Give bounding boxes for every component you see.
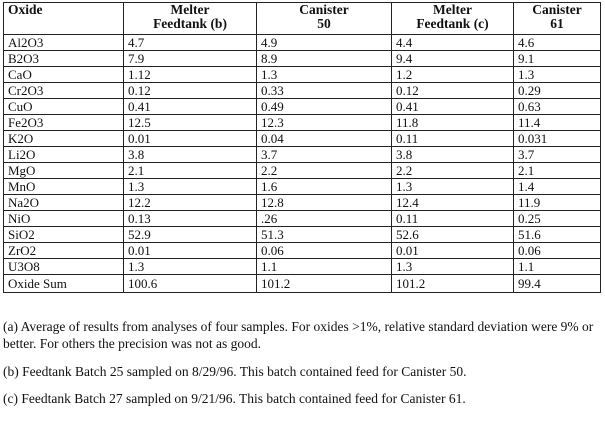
footnotes bbox=[3, 318, 601, 417]
table-row bbox=[4, 243, 601, 259]
value-cell: 3.8 bbox=[124, 147, 257, 163]
value-cell: 2.1 bbox=[514, 163, 601, 179]
oxide-name-cell: MgO bbox=[4, 163, 124, 179]
footnote-a: (a) Average of results from analyses of four samples. For oxides >1%, relative standard deviation were 9% or better. For others the precision was not as good. bbox=[3, 319, 594, 351]
value-cell: 0.11 bbox=[392, 211, 514, 227]
value-cell: 0.06 bbox=[257, 243, 392, 259]
value-cell: 0.01 bbox=[124, 131, 257, 147]
table-row bbox=[4, 195, 601, 211]
header-canister-50: Canister 50 bbox=[257, 3, 392, 35]
value-cell: 1.3 bbox=[514, 67, 601, 83]
value-cell: 0.63 bbox=[514, 99, 601, 115]
table-row bbox=[4, 51, 601, 67]
value-cell: 1.4 bbox=[514, 179, 601, 195]
value-cell: 0.25 bbox=[514, 211, 601, 227]
value-cell: 4.9 bbox=[257, 35, 392, 51]
footnote-b: (b) Feedtank Batch 25 sampled on 8/29/96. This batch contained feed for Canister 50. bbox=[3, 364, 467, 379]
value-cell: 0.01 bbox=[392, 243, 514, 259]
value-cell: 4.7 bbox=[124, 35, 257, 51]
value-cell: 99.4 bbox=[514, 275, 601, 293]
value-cell: .26 bbox=[257, 211, 392, 227]
oxide-name-cell: SiO2 bbox=[4, 227, 124, 243]
value-cell: 2.2 bbox=[257, 163, 392, 179]
value-cell: 11.4 bbox=[514, 115, 601, 131]
header-melter-feedtank-b: Melter Feedtank (b) bbox=[124, 3, 257, 35]
value-cell: 0.41 bbox=[124, 99, 257, 115]
value-cell: 1.6 bbox=[257, 179, 392, 195]
oxide-name-cell: Na2O bbox=[4, 195, 124, 211]
value-cell: 3.8 bbox=[392, 147, 514, 163]
value-cell: 51.3 bbox=[257, 227, 392, 243]
value-cell: 1.3 bbox=[124, 179, 257, 195]
value-cell: 0.13 bbox=[124, 211, 257, 227]
value-cell: 51.6 bbox=[514, 227, 601, 243]
value-cell: 1.2 bbox=[392, 67, 514, 83]
value-cell: 1.12 bbox=[124, 67, 257, 83]
value-cell: 12.8 bbox=[257, 195, 392, 211]
oxide-name-cell: B2O3 bbox=[4, 51, 124, 67]
table-row bbox=[4, 259, 601, 275]
table-row bbox=[4, 131, 601, 147]
value-cell: 12.3 bbox=[257, 115, 392, 131]
table-row bbox=[4, 227, 601, 243]
oxide-sum-row bbox=[4, 275, 601, 293]
table-row bbox=[4, 179, 601, 195]
value-cell: 0.33 bbox=[257, 83, 392, 99]
header-melter-feedtank-c: Melter Feedtank (c) bbox=[392, 3, 514, 35]
table-row bbox=[4, 211, 601, 227]
header-oxide: Oxide bbox=[4, 3, 124, 35]
value-cell: 7.9 bbox=[124, 51, 257, 67]
oxide-name-cell: Cr2O3 bbox=[4, 83, 124, 99]
table-row bbox=[4, 147, 601, 163]
value-cell: 0.04 bbox=[257, 131, 392, 147]
value-cell: 2.2 bbox=[392, 163, 514, 179]
oxide-table-container bbox=[3, 2, 601, 293]
value-cell: 52.6 bbox=[392, 227, 514, 243]
oxide-name-cell: CuO bbox=[4, 99, 124, 115]
footnote-c: (c) Feedtank Batch 27 sampled on 9/21/96. This batch contained feed for Canister 61. bbox=[3, 391, 466, 406]
table-row bbox=[4, 115, 601, 131]
value-cell: 0.29 bbox=[514, 83, 601, 99]
table-row bbox=[4, 67, 601, 83]
value-cell: 12.4 bbox=[392, 195, 514, 211]
value-cell: 0.06 bbox=[514, 243, 601, 259]
oxide-name-cell: K2O bbox=[4, 131, 124, 147]
value-cell: 100.6 bbox=[124, 275, 257, 293]
value-cell: 1.3 bbox=[392, 259, 514, 275]
oxide-name-cell: Li2O bbox=[4, 147, 124, 163]
value-cell: 3.7 bbox=[514, 147, 601, 163]
table-row bbox=[4, 83, 601, 99]
value-cell: 0.12 bbox=[124, 83, 257, 99]
table-row bbox=[4, 35, 601, 51]
value-cell: 52.9 bbox=[124, 227, 257, 243]
table-row bbox=[4, 163, 601, 179]
value-cell: 11.8 bbox=[392, 115, 514, 131]
value-cell: 9.1 bbox=[514, 51, 601, 67]
value-cell: 1.3 bbox=[392, 179, 514, 195]
value-cell: 3.7 bbox=[257, 147, 392, 163]
oxide-name-cell: Fe2O3 bbox=[4, 115, 124, 131]
value-cell: 0.41 bbox=[392, 99, 514, 115]
value-cell: 12.5 bbox=[124, 115, 257, 131]
oxide-name-cell: MnO bbox=[4, 179, 124, 195]
oxide-name-cell: U3O8 bbox=[4, 259, 124, 275]
value-cell: 12.2 bbox=[124, 195, 257, 211]
value-cell: 2.1 bbox=[124, 163, 257, 179]
table-row bbox=[4, 99, 601, 115]
table-header-row bbox=[4, 3, 601, 35]
value-cell: 0.01 bbox=[124, 243, 257, 259]
oxide-name-cell: NiO bbox=[4, 211, 124, 227]
value-cell: 101.2 bbox=[257, 275, 392, 293]
value-cell: 101.2 bbox=[392, 275, 514, 293]
value-cell: 0.031 bbox=[514, 131, 601, 147]
value-cell: 9.4 bbox=[392, 51, 514, 67]
value-cell: 8.9 bbox=[257, 51, 392, 67]
oxide-composition-table bbox=[3, 2, 601, 293]
value-cell: 1.3 bbox=[124, 259, 257, 275]
oxide-name-cell: CaO bbox=[4, 67, 124, 83]
oxide-name-cell: ZrO2 bbox=[4, 243, 124, 259]
value-cell: 1.1 bbox=[257, 259, 392, 275]
oxide-name-cell: Oxide Sum bbox=[4, 275, 124, 293]
value-cell: 0.12 bbox=[392, 83, 514, 99]
value-cell: 0.49 bbox=[257, 99, 392, 115]
value-cell: 0.11 bbox=[392, 131, 514, 147]
value-cell: 4.4 bbox=[392, 35, 514, 51]
oxide-name-cell: Al2O3 bbox=[4, 35, 124, 51]
table-body bbox=[4, 35, 601, 293]
header-canister-61: Canister 61 bbox=[514, 3, 601, 35]
value-cell: 1.3 bbox=[257, 67, 392, 83]
value-cell: 4.6 bbox=[514, 35, 601, 51]
value-cell: 11.9 bbox=[514, 195, 601, 211]
value-cell: 1.1 bbox=[514, 259, 601, 275]
